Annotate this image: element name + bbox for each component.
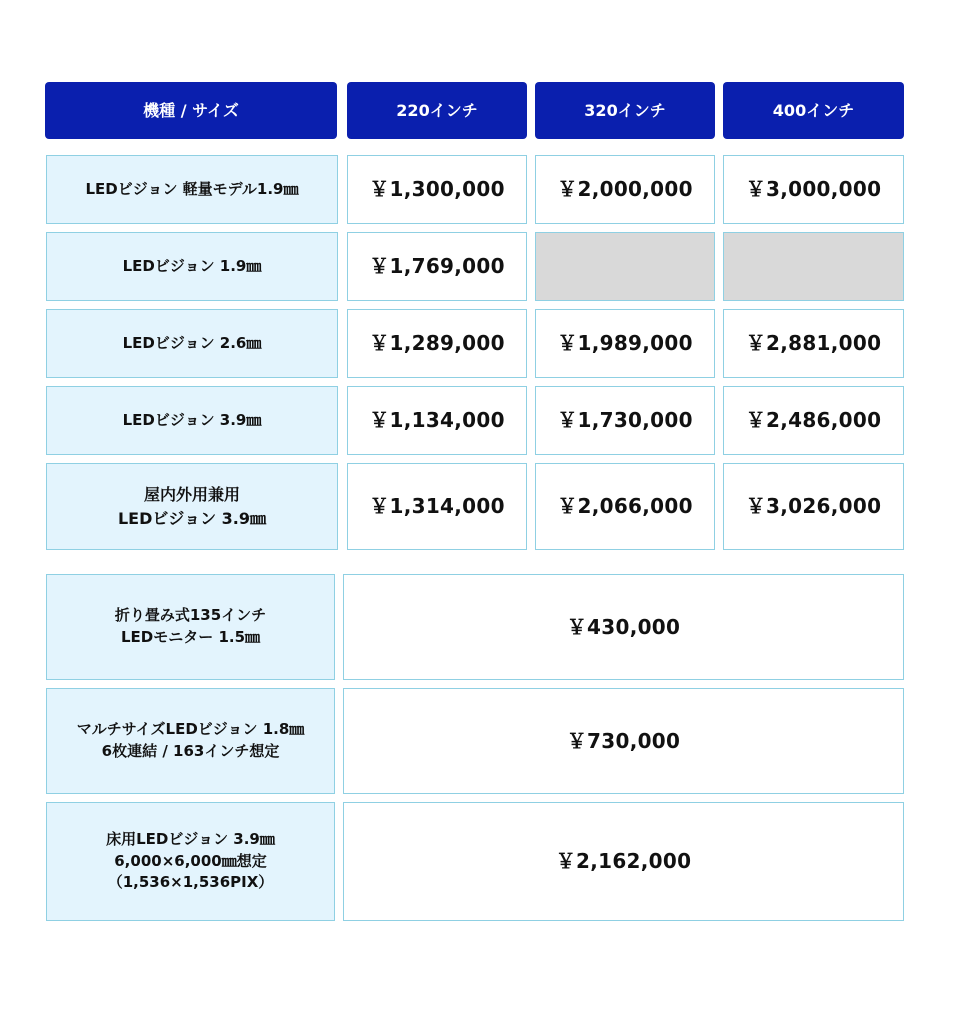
price-cell: ￥1,730,000 — [535, 386, 715, 455]
price-cell: ￥3,000,000 — [723, 155, 904, 224]
header-320-inch: 320インチ — [535, 82, 715, 139]
price-cell: ￥2,486,000 — [723, 386, 904, 455]
price-cell-wide: ￥730,000 — [343, 688, 904, 794]
price-cell: ￥2,881,000 — [723, 309, 904, 378]
row-label-1-9: LEDビジョン 1.9㎜ — [46, 232, 338, 301]
price-cell: ￥1,314,000 — [347, 463, 527, 550]
price-cell: ￥3,026,000 — [723, 463, 904, 550]
row-label-lightweight-1-9: LEDビジョン 軽量モデル1.9㎜ — [46, 155, 338, 224]
row-label-folding-monitor: 折り畳み式135インチ LEDモニター 1.5㎜ — [46, 574, 335, 680]
price-cell: ￥1,769,000 — [347, 232, 527, 301]
price-cell: ￥2,066,000 — [535, 463, 715, 550]
price-cell: ￥1,134,000 — [347, 386, 527, 455]
price-cell-wide: ￥2,162,000 — [343, 802, 904, 921]
price-cell-wide: ￥430,000 — [343, 574, 904, 680]
row-label-multi-size: マルチサイズLEDビジョン 1.8㎜ 6枚連結 / 163インチ想定 — [46, 688, 335, 794]
price-cell: ￥2,000,000 — [535, 155, 715, 224]
header-400-inch: 400インチ — [723, 82, 904, 139]
header-220-inch: 220インチ — [347, 82, 527, 139]
price-cell: ￥1,289,000 — [347, 309, 527, 378]
unavailable-cell — [723, 232, 904, 301]
header-model-size: 機種 / サイズ — [45, 82, 337, 139]
row-label-2-6: LEDビジョン 2.6㎜ — [46, 309, 338, 378]
unavailable-cell — [535, 232, 715, 301]
row-label-floor-led: 床用LEDビジョン 3.9㎜ 6,000×6,000㎜想定 （1,536×1,536PIX） — [46, 802, 335, 921]
price-cell: ￥1,989,000 — [535, 309, 715, 378]
row-label-indoor-outdoor-3-9: 屋内外用兼用 LEDビジョン 3.9㎜ — [46, 463, 338, 550]
row-label-3-9: LEDビジョン 3.9㎜ — [46, 386, 338, 455]
price-cell: ￥1,300,000 — [347, 155, 527, 224]
